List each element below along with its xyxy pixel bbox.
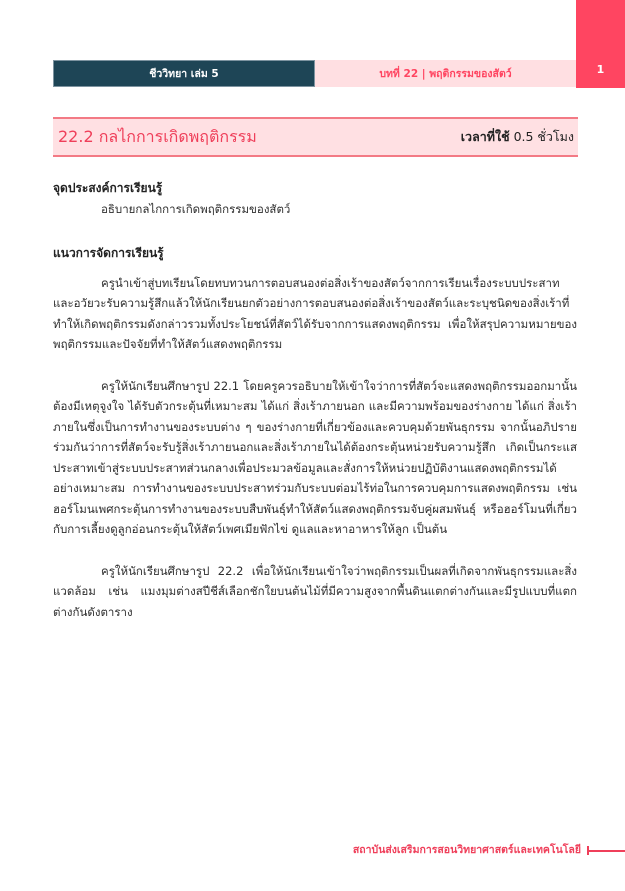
footer-rule-line bbox=[588, 850, 625, 852]
time-label: เวลาที่ใช้ bbox=[460, 129, 510, 144]
book-title: ชีววิทยา เล่ม 5 bbox=[53, 60, 315, 87]
section-title: 22.2 กลไกการเกิดพฤติกรรม bbox=[58, 126, 257, 146]
page-number: 1 bbox=[596, 63, 605, 76]
objectives-heading: จุดประสงค์การเรียนรู้ bbox=[53, 181, 163, 195]
objective-item: อธิบายกลไกการเกิดพฤติกรรมของสัตว์ bbox=[101, 201, 291, 216]
guideline-paragraph-1: ครูนำเข้าสู่บทเรียนโดยทบทวนการตอบสนองต่อสิ่งเร้าของสัตว์จากการเรียนเรื่องระบบประสาทและอวัยวะรับความรู้สึกแล้วให้นักเรียนยกตัวอย่างการตอบสนองต่อสิ่งเร้าของสัตว์และระบุชนิดของสิ่งเร้าที่ทำให้เกิดพฤติกรรมดังกล่าวรวมทั้งประโยชน์ที่สัตว์ได้รับจากการแสดงพฤติกรรม เพื่อให้สรุปความหมายของพฤติกรรมและปัจจัยที่ทำให้สัตว์แสดงพฤติกรรม bbox=[53, 275, 577, 351]
guideline-paragraph-3: ครูให้นักเรียนศึกษารูป 22.2 เพื่อให้นักเรียนเข้าใจว่าพฤติกรรมเป็นผลที่เกิดจากพันธุกรรมและสิ่งแวดล้อม เช่น แมงมุมต่างสปีชีส์เลือกชักใยบนต้นไม้ที่มีความสูงจากพื้นดินแตกต่างกันและมีรูปแบบที่แตกต่างกันดังตาราง bbox=[53, 563, 577, 619]
page-content bbox=[53, 178, 577, 622]
running-header bbox=[53, 60, 576, 87]
section-time bbox=[461, 127, 574, 147]
time-value: 0.5 ชั่วโมง bbox=[513, 129, 574, 144]
chapter-title: บทที่ 22 | พฤติกรรมของสัตว์ bbox=[315, 60, 576, 87]
section-header bbox=[53, 117, 578, 157]
guidelines-heading: แนวการจัดการเรียนรู้ bbox=[53, 246, 164, 260]
page-number-tab bbox=[576, 0, 625, 88]
publisher-footer: สถาบันส่งเสริมการสอนวิทยาศาสตร์และเทคโนโลยี bbox=[352, 844, 581, 856]
guideline-paragraph-2: ครูให้นักเรียนศึกษารูป 22.1 โดยครูควรอธิบายให้เข้าใจว่าการที่สัตว์จะแสดงพฤติกรรมออกมานั้นต้องมีเหตุจูงใจ ได้รับตัวกระตุ้นที่เหมาะสม ได้แก่ สิ่งเร้าภายนอก และมีความพร้อมของร่างกาย ได้แก่ สิ่งเร้าภายในซึ่งเป็นการทำงานของระบบต่าง ๆ ของร่างกายที่เกี่ยวข้องและควบคุมด้วยพันธุกรรม จากนั้นอภิปรายร่วมกันว่าการที่สัตว์จะรับรู้สิ่งเร้าภายนอกและสิ่งเร้าภายในได้ต้องกระตุ้นหน่วยรับความรู้สึก เกิดเป็นกระแสประสาทเข้าสู่ระบบประสาทส่วนกลางเพื่อประมวลข้อมูลและสั่งการให้หน่วยปฏิบัติงานแสดงพฤติกรรมได้อย่างเหมาะสม การทำงานของระบบประสาทร่วมกับระบบต่อมไร้ท่อในการควบคุมการแสดงพฤติกรรม เช่น ฮอร์โมนเพศกระตุ้นการทำงานของระบบสืบพันธุ์ทำให้สัตว์แสดงพฤติกรรมจับคู่ผสมพันธุ์ หรือฮอร์โมนที่เกี่ยวกับการเลี้ยงดูลูกอ่อนกระตุ้นให้สัตว์เพศเมียฟักไข่ ดูแลและหาอาหารให้ลูก เป็นต้น bbox=[53, 378, 577, 536]
